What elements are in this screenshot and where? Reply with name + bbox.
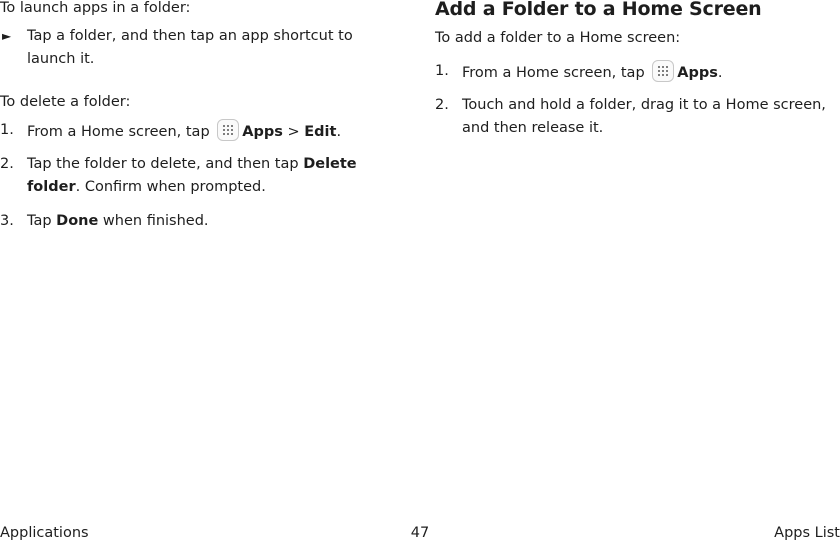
step-number: 2. <box>0 156 14 172</box>
step-text: Tap <box>27 213 52 229</box>
step-text-suffix: when finished. <box>102 213 209 229</box>
step-punct: . <box>336 124 342 140</box>
step-number: 1. <box>0 122 14 138</box>
add-intro: To add a folder to a Home screen: <box>435 30 681 46</box>
edit-label: Edit <box>304 124 337 140</box>
step-text: Touch and hold a folder, drag it to a Home screen, and then release it. <box>462 97 826 136</box>
delete-folder-label: Delete folder <box>27 156 357 195</box>
bullet-marker: ► <box>2 29 12 43</box>
chevron-right-icon: > <box>287 124 300 140</box>
delete-intro: To delete a folder: <box>0 94 131 110</box>
add-step-1 <box>435 60 835 85</box>
footer-chapter: Applications <box>0 525 89 541</box>
delete-step-1 <box>0 119 410 144</box>
step-text: Tap the folder to delete, and then tap <box>27 156 299 172</box>
apps-grid-icon <box>217 119 239 141</box>
add-step-2 <box>435 94 835 140</box>
done-label: Done <box>56 213 99 229</box>
apps-label: Apps <box>242 124 283 140</box>
apps-grid-icon <box>652 60 674 82</box>
step-text-suffix: . Confirm when prompted. <box>75 179 266 195</box>
launch-bullet-text: Tap a folder, and then tap an app shortcut to launch it. <box>27 28 353 67</box>
section-heading: Add a Folder to a Home Screen <box>435 0 762 20</box>
step-number: 1. <box>435 63 449 79</box>
delete-step-2 <box>0 153 410 199</box>
step-number: 3. <box>0 213 14 229</box>
apps-label: Apps <box>677 65 718 81</box>
page-number: 47 <box>410 525 430 541</box>
footer-section: Apps List <box>774 525 840 541</box>
step-punct: . <box>717 65 723 81</box>
step-text: From a Home screen, tap <box>462 65 645 81</box>
step-text: From a Home screen, tap <box>27 124 210 140</box>
launch-bullet <box>0 25 390 71</box>
launch-intro: To launch apps in a folder: <box>0 0 191 16</box>
delete-step-3 <box>0 210 410 233</box>
step-number: 2. <box>435 97 449 113</box>
